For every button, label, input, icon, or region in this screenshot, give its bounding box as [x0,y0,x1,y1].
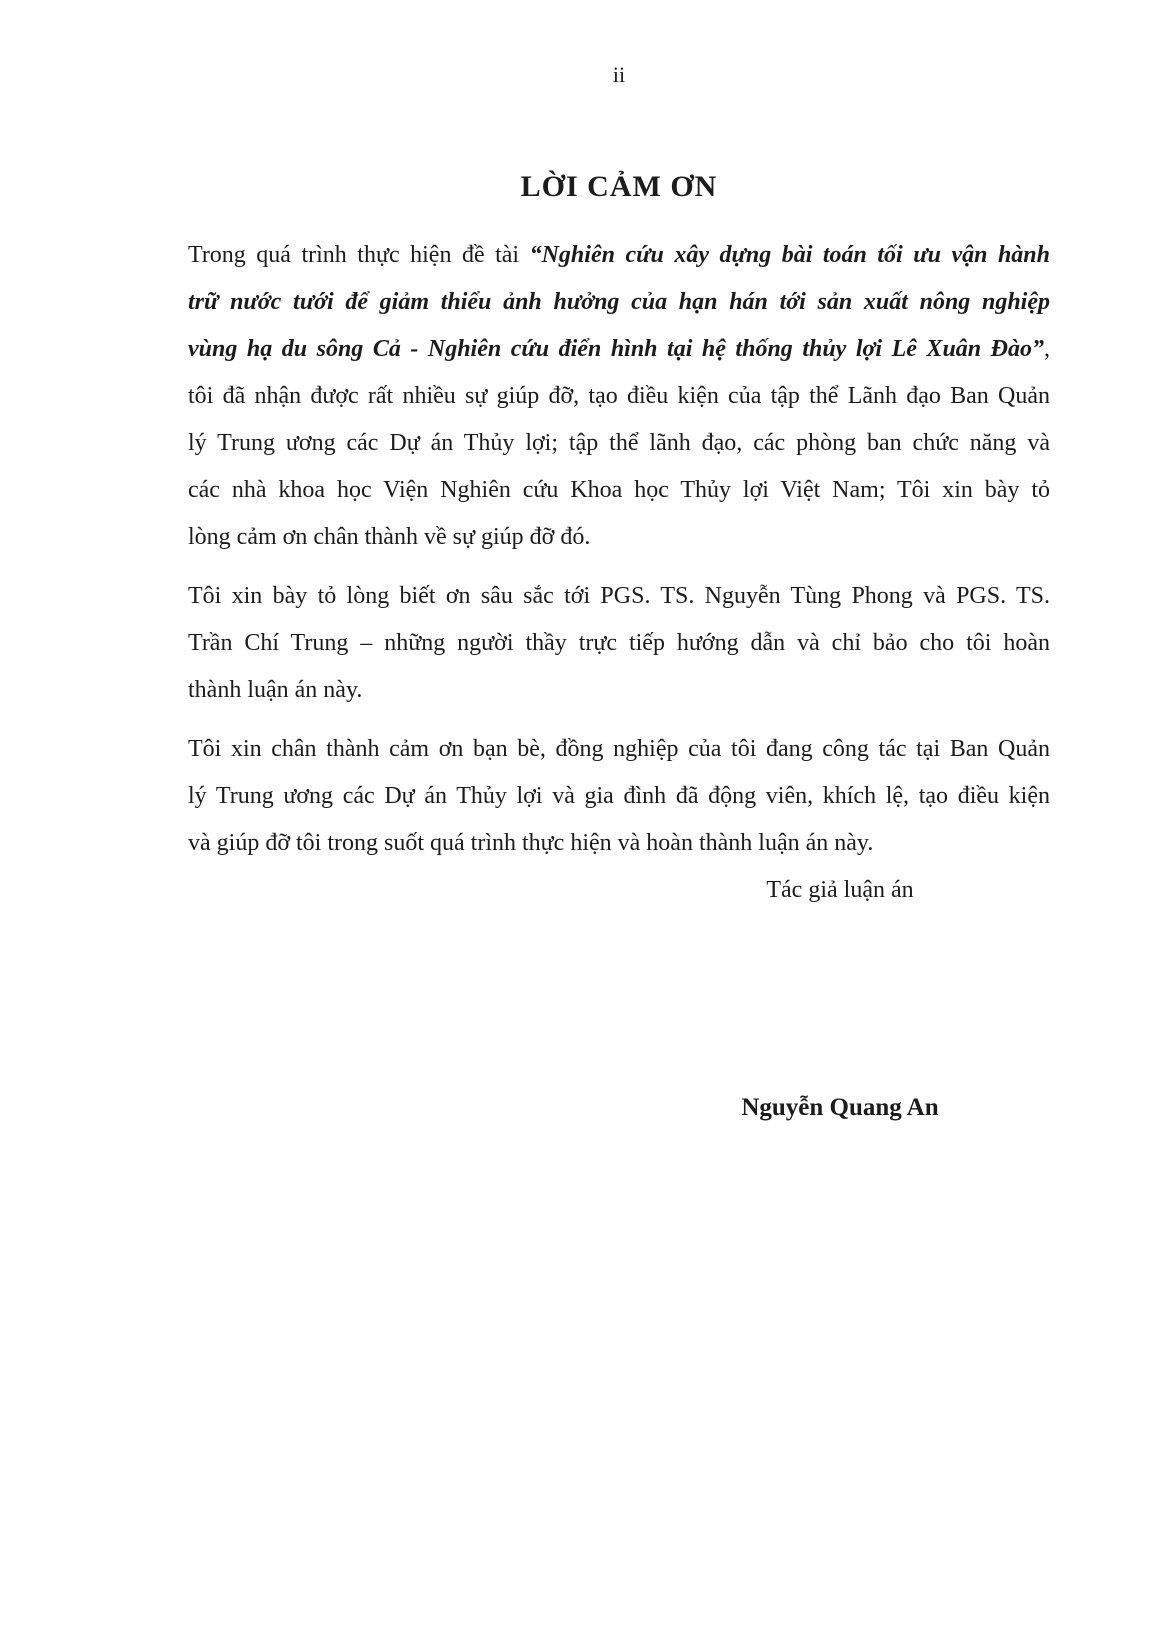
page-title: LỜI CẢM ƠN [520,170,718,203]
signature-role: Tác giả luận án [766,877,914,903]
text-segment: lý Trung ương các Dự án Thủy lợi và gia đình đã động viên, khích lệ, tạo điều kiện [188,783,1050,809]
text-line [188,820,1050,867]
text-segment: Tôi xin chân thành cảm ơn bạn bè, đồng nghiệp của tôi đang công tác tại Ban Quản [188,736,1050,762]
text-line [188,373,1050,420]
text-segment: tôi đã nhận được rất nhiều sự giúp đỡ, tạo điều kiện của tập thể Lãnh đạo Ban Quản [188,383,1050,409]
text-line [188,232,1050,279]
text-segment: Tôi xin bày tỏ lòng biết ơn sâu sắc tới PGS. TS. Nguyễn Tùng Phong và PGS. TS. [188,583,1050,609]
text-line [188,620,1050,667]
text-line [188,326,1050,373]
text-segment: Trần Chí Trung – những người thầy trực tiếp hướng dẫn và chỉ bảo cho tôi hoàn [188,630,1050,656]
text-line [188,420,1050,467]
text-line [188,514,1050,561]
text-segment-thesis-title: “Nghiên cứu xây dựng bài toán tối ưu vận hành [529,242,1050,268]
paragraph-2 [188,573,1050,714]
text-segment: , [1044,336,1050,362]
text-segment-thesis-title: trữ nước tưới để giảm thiểu ảnh hưởng của hạn hán tới sản xuất nông nghiệp [188,289,1050,315]
paragraph-1 [188,232,1050,561]
signature-author-name: Nguyễn Quang An [741,1094,939,1121]
text-line [188,279,1050,326]
body-text [188,232,1050,867]
text-line [188,773,1050,820]
text-line [188,667,1050,714]
text-line [188,467,1050,514]
text-segment-thesis-title: vùng hạ du sông Cả - Nghiên cứu điển hình tại hệ thống thủy lợi Lê Xuân Đào” [188,336,1044,362]
text-segment: Trong quá trình thực hiện đề tài [188,242,530,268]
page-number: ii [612,62,626,87]
text-segment: lòng cảm ơn chân thành về sự giúp đỡ đó. [188,524,591,550]
text-line [188,726,1050,773]
text-line [188,573,1050,620]
text-segment: thành luận án này. [188,677,363,703]
signature-block [630,867,1050,1124]
text-segment: và giúp đỡ tôi trong suốt quá trình thực hiện và hoàn thành luận án này. [188,830,874,856]
text-segment: các nhà khoa học Viện Nghiên cứu Khoa học Thủy lợi Việt Nam; Tôi xin bày tỏ [188,477,1050,503]
paragraph-3 [188,726,1050,867]
text-segment: lý Trung ương các Dự án Thủy lợi; tập thể lãnh đạo, các phòng ban chức năng và [188,430,1050,456]
